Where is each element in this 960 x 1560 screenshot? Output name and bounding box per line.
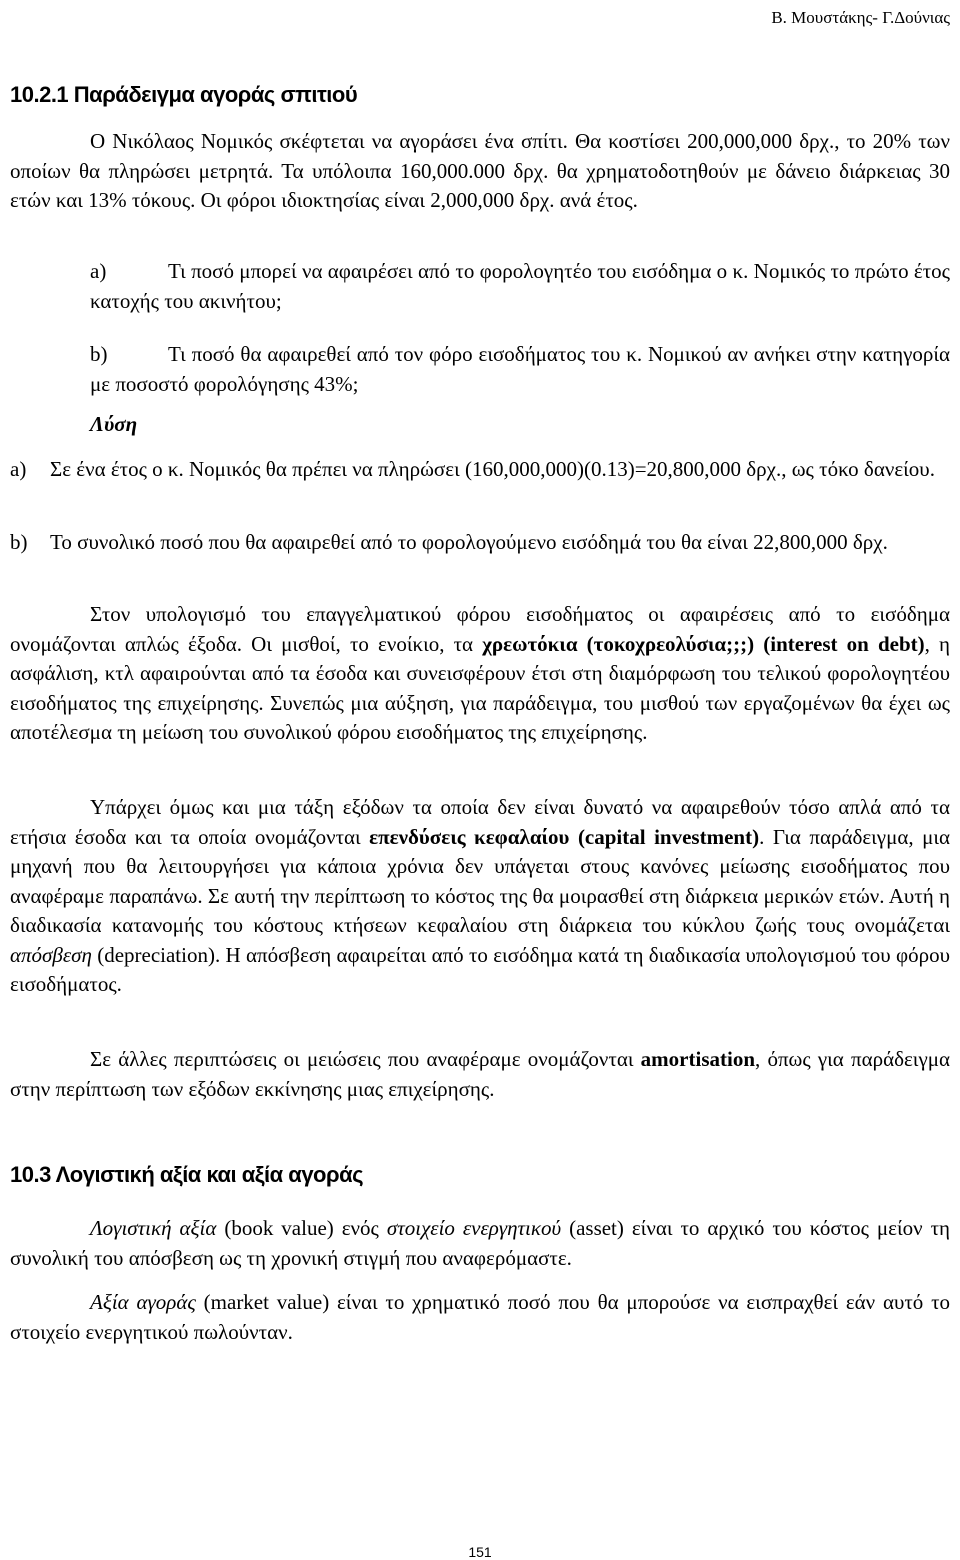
question-a-text: Τι ποσό μπορεί να αφαιρέσει από το φορολογητέο του εισόδημα ο κ. Νομικός το πρώτο έτος κατοχής του ακινήτου; xyxy=(90,259,950,313)
question-b xyxy=(90,340,950,399)
amortisation-text-2: , όπως για παράδειγμα στην περίπτωση των εξόδων εκκίνησης μιας επιχείρησης. xyxy=(10,1047,950,1101)
question-a-label: a) xyxy=(90,259,107,283)
expenses-paragraph xyxy=(10,600,950,748)
market-value-term: Αξία αγοράς xyxy=(90,1290,196,1314)
solution-heading: Λύση xyxy=(90,412,138,436)
page-header-author: Β. Μουστάκης- Γ.Δούνιας xyxy=(771,8,950,27)
answer-b xyxy=(10,528,950,558)
book-value-text-1: (book value) ενός xyxy=(216,1216,387,1240)
capital-investment-paragraph xyxy=(10,793,950,1000)
answer-a xyxy=(10,455,950,485)
section-heading-10-2-1: 10.2.1 Παράδειγμα αγοράς σπιτιού xyxy=(10,82,358,107)
book-value-term: Λογιστική αξία xyxy=(90,1216,217,1240)
book-value-text-2: (asset) είναι το αρχικό του κόστος μείον τη συνολική του απόσβεση ως τη χρονική στιγμή που αναφερόμαστε. xyxy=(10,1216,951,1270)
market-value-text: (market value) είναι το χρηματικό ποσό που θα μπορούσε να εισπραχθεί εάν αυτό το στοιχείο ενεργητικού πωλούνταν. xyxy=(10,1290,951,1344)
market-value-paragraph xyxy=(10,1288,950,1347)
capital-text-2: . Για παράδειγμα, μια μηχανή που θα λειτουργήσει για κάποια χρόνια δεν υπάγεται στους κανόνες μείωσης εισοδήματος που αναφέραμε παραπάνω. Σε αυτή την περίπτωση το κόστος της θα μοιρασθεί στη διάρκεια μερικών ετών. Αυτή η διαδικασία κατανομής του κόστους κτήσεων κεφαλαίου στη διάρκεια του κύκλου ζωής τους ονομάζεται xyxy=(10,824,950,937)
answer-b-text: Το συνολικό ποσό που θα αφαιρεθεί από το φορολογούμενο εισόδημά του θα είναι 22,800,000 δρχ. xyxy=(50,530,888,554)
capital-investment-term: επενδύσεις κεφαλαίου (capital investment) xyxy=(369,824,760,849)
interest-on-debt-term: χρεωτόκια (τοκοχρεολύσια;;;) (interest on debt) xyxy=(482,631,925,656)
answer-b-label: b) xyxy=(10,530,28,554)
amortisation-paragraph xyxy=(10,1045,950,1104)
amortisation-text-1: Σε άλλες περιπτώσεις οι μειώσεις που αναφέραμε ονομάζονται xyxy=(90,1047,641,1071)
book-value-paragraph xyxy=(10,1214,950,1273)
question-b-text: Τι ποσό θα αφαιρεθεί από τον φόρο εισοδήματος του κ. Νομικού αν ανήκει στην κατηγορία με ποσοστό φορολόγησης 43%; xyxy=(90,342,950,396)
amortisation-term: amortisation xyxy=(640,1047,755,1071)
question-b-label: b) xyxy=(90,342,108,366)
page-number: 151 xyxy=(468,1544,492,1560)
example-intro-paragraph: Ο Νικόλαος Νομικός σκέφτεται να αγοράσει ένα σπίτι. Θα κοστίσει 200,000,000 δρχ., το 20% των οποίων θα πληρώσει μετρητά. Τα υπόλοιπα 160,000.000 δρχ. θα χρηματοδοτηθούν με δάνειο διάρκειας 30 ετών και 13% τόκους. Οι φόροι ιδιοκτησίας είναι 2,000,000 δρχ. ανά έτος. xyxy=(10,129,950,212)
section-heading-10-3: 10.3 Λογιστική αξία και αξία αγοράς xyxy=(10,1162,364,1187)
expenses-text-2: , η ασφάλιση, κτλ αφαιρούνται από τα έσοδα και συνεισφέρουν έτσι στη διαμόρφωση του τελικού φορολογητέου εισοδήματος της επιχείρησης. Συνεπώς μια αύξηση, για παράδειγμα, του μισθού των εργαζομένων θα έχει ως αποτέλεσμα τη μείωση του συνολικού φόρου εισοδήματος της επιχείρησης. xyxy=(10,631,950,744)
capital-text-1: Υπάρχει όμως και μια τάξη εξόδων τα οποία δεν είναι δυνατό να αφαιρεθούν τόσο απλά από τα ετήσια έσοδα και τα οποία ονομάζονται xyxy=(10,795,950,849)
asset-term: στοιχείο ενεργητικού xyxy=(386,1216,562,1240)
answer-a-text: Σε ένα έτος ο κ. Νομικός θα πρέπει να πληρώσει (160,000,000)(0.13)=20,800,000 δρχ., ως τόκο δανείου. xyxy=(50,457,935,481)
answer-a-label: a) xyxy=(10,457,27,481)
expenses-text-1: Στον υπολογισμό του επαγγελματικού φόρου εισοδήματος οι αφαιρέσεις από το εισόδημα ονομάζονται απλώς έξοδα. Οι μισθοί, το ενοίκιο, τα xyxy=(10,602,950,656)
question-a xyxy=(90,257,950,316)
capital-text-3: (depreciation). Η απόσβεση αφαιρείται από το εισόδημα κατά τη διαδικασία υπολογισμού του φόρου εισοδήματος. xyxy=(10,942,950,996)
depreciation-term: απόσβεση xyxy=(10,942,92,967)
